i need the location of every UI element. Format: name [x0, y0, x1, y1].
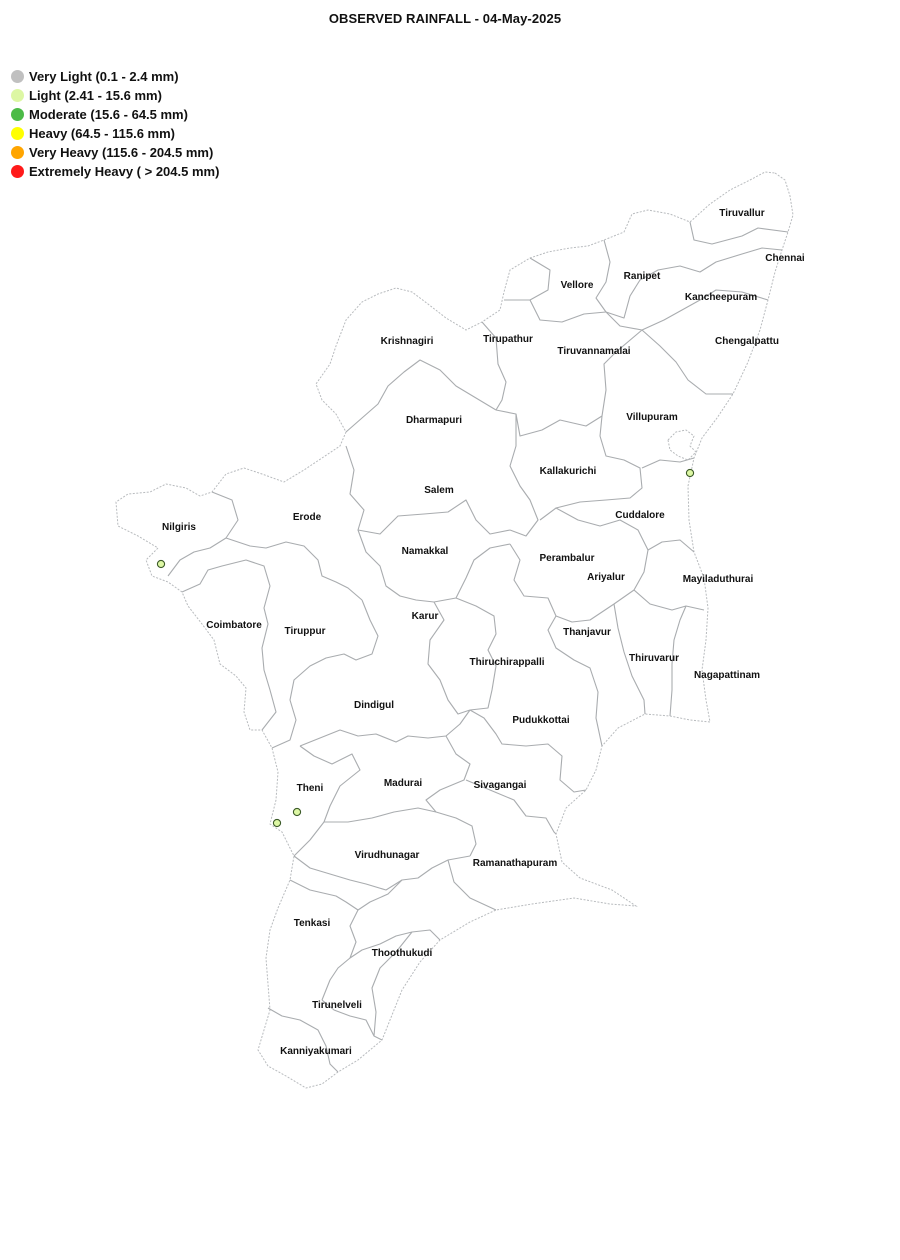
- district-label-ariyalur: Ariyalur: [587, 572, 625, 583]
- district-label-perambalur: Perambalur: [539, 553, 595, 564]
- district-label-cuddalore: Cuddalore: [615, 510, 665, 521]
- district-label-nilgiris: Nilgiris: [162, 522, 196, 533]
- district-label-kancheepuram: Kancheepuram: [684, 292, 758, 303]
- district-label-vellore: Vellore: [560, 280, 594, 291]
- district-label-thiruvarur: Thiruvarur: [628, 653, 680, 664]
- observation-point: [157, 560, 164, 567]
- district-label-virudhunagar: Virudhunagar: [354, 850, 420, 861]
- district-label-madurai: Madurai: [383, 778, 423, 789]
- legend-label: Light (2.41 - 15.6 mm): [29, 88, 162, 103]
- district-label-chengalpattu: Chengalpattu: [715, 336, 779, 347]
- map-title: OBSERVED RAINFALL - 04-May-2025: [328, 11, 562, 26]
- district-label-tiruvannamalai: Tiruvannamalai: [557, 346, 631, 357]
- district-label-dharmapuri: Dharmapuri: [405, 415, 463, 426]
- district-labels: [162, 208, 805, 1057]
- observation-point: [686, 469, 693, 476]
- district-label-tirunelveli: Tirunelveli: [312, 1000, 362, 1011]
- legend-label: Heavy (64.5 - 115.6 mm): [29, 126, 175, 141]
- legend-label: Moderate (15.6 - 64.5 mm): [29, 107, 188, 122]
- district-label-tirupathur: Tirupathur: [483, 334, 533, 345]
- district-label-namakkal: Namakkal: [401, 546, 449, 557]
- observation-stations: [157, 469, 693, 826]
- district-label-coimbatore: Coimbatore: [206, 620, 262, 631]
- district-label-dindigul: Dindigul: [354, 700, 394, 711]
- observation-point: [273, 819, 280, 826]
- district-label-salem: Salem: [424, 485, 454, 496]
- district-label-ranipet: Ranipet: [623, 271, 661, 282]
- legend-label: Extremely Heavy ( > 204.5 mm): [29, 164, 220, 179]
- district-label-theni: Theni: [296, 783, 324, 794]
- district-label-pudukkottai: Pudukkottai: [512, 715, 570, 726]
- district-borders: [168, 222, 788, 1072]
- district-label-ramanathapuram: Ramanathapuram: [472, 858, 558, 869]
- district-label-tiruvallur: Tiruvallur: [719, 208, 765, 219]
- legend-label: Very Heavy (115.6 - 204.5 mm): [29, 145, 214, 160]
- observation-point: [293, 808, 300, 815]
- district-label-krishnagiri: Krishnagiri: [380, 336, 434, 347]
- district-label-thanjavur: Thanjavur: [563, 627, 611, 638]
- district-label-karur: Karur: [411, 611, 439, 622]
- district-label-thiruchirappalli: Thiruchirappalli: [469, 657, 545, 668]
- district-label-nagapattinam: Nagapattinam: [693, 670, 761, 681]
- district-label-mayiladuthurai: Mayiladuthurai: [682, 574, 754, 585]
- district-label-erode: Erode: [292, 512, 322, 523]
- district-label-kallakurichi: Kallakurichi: [539, 466, 597, 477]
- district-label-tiruppur: Tiruppur: [284, 626, 326, 637]
- district-label-kanniyakumari: Kanniyakumari: [280, 1046, 352, 1057]
- coastal-islets: [668, 430, 696, 460]
- district-label-chennai: Chennai: [765, 253, 805, 264]
- district-label-sivagangai: Sivagangai: [473, 780, 527, 791]
- legend-label: Very Light (0.1 - 2.4 mm): [29, 69, 179, 84]
- district-label-thoothukudi: Thoothukudi: [371, 948, 433, 959]
- district-label-villupuram: Villupuram: [626, 412, 678, 423]
- district-label-tenkasi: Tenkasi: [293, 918, 331, 929]
